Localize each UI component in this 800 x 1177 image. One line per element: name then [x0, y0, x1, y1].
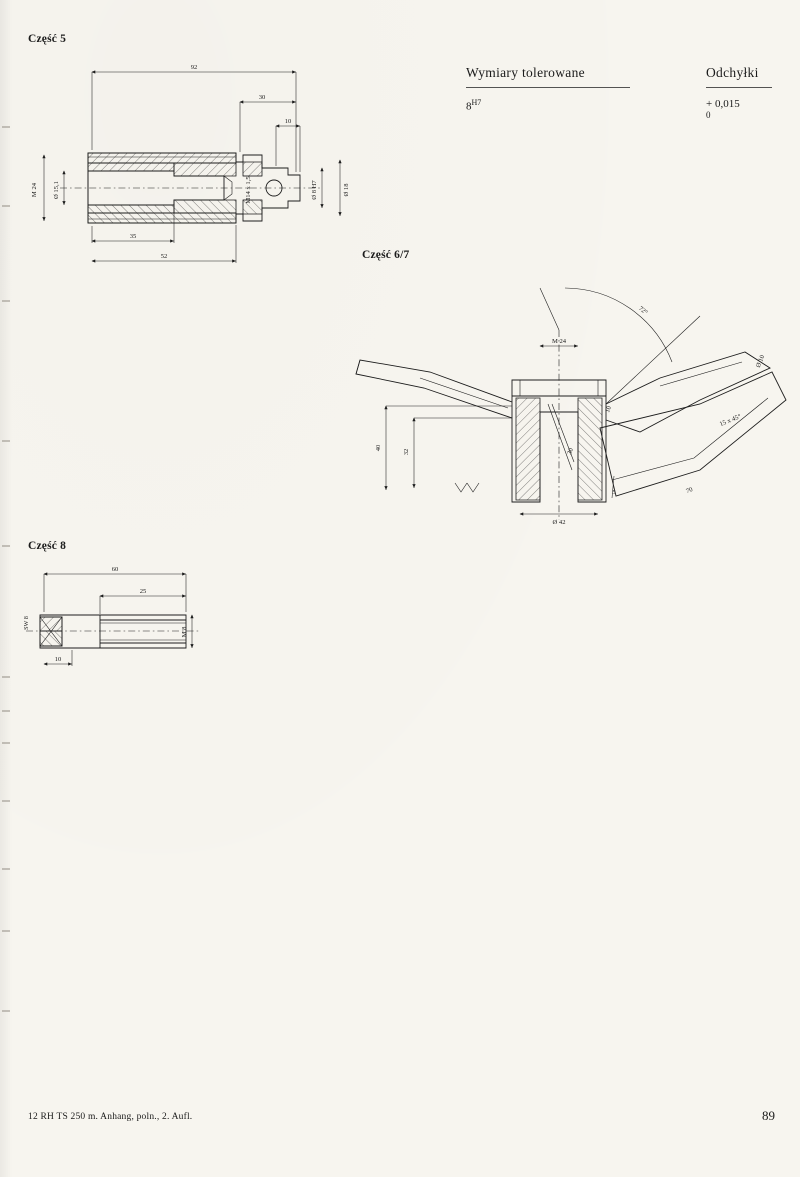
dim-part5-52: 52: [160, 253, 168, 260]
tolerance-dimension-value: 8: [466, 100, 472, 113]
dim-part67-10: 10: [604, 405, 614, 414]
tolerance-dimension-fit: H7: [471, 98, 482, 107]
dim-part67-dia42: Ø 42: [552, 519, 566, 526]
dim-part5-10: 10: [284, 118, 292, 125]
dim-part67-40: 40: [375, 444, 382, 452]
page-number: 89: [762, 1108, 775, 1123]
dim-part8-sw: SW 8: [23, 616, 30, 630]
section-label-part5: Część 5: [28, 33, 67, 45]
footer-note: 12 RH TS 250 m. Anhang, poln., 2. Aufl.: [28, 1112, 193, 1122]
dim-part67-m24: M 24: [551, 338, 567, 345]
dim-part5-35: 35: [129, 233, 137, 240]
drawing-part8: [23, 566, 200, 666]
dim-part67-dia10: Ø 10: [754, 354, 767, 369]
dim-part5-92: 92: [190, 64, 198, 71]
section-label-part8: Część 8: [28, 540, 67, 552]
dim-part67-chamfer: 15 x 45°: [718, 413, 743, 429]
dim-part67-5: 5: [612, 489, 616, 496]
dim-part5-30: 30: [258, 94, 266, 101]
dim-part5-dia18: Ø 18: [343, 183, 350, 197]
drawing-part67: [356, 288, 786, 526]
tolerance-dev-upper: + 0,015: [706, 98, 740, 110]
section-label-part67: Część 6/7: [362, 249, 410, 261]
tolerance-col2-header: Odchyłki: [706, 65, 759, 80]
dim-part8-60: 60: [111, 566, 119, 573]
dim-part5-dia151: Ø 15,1: [53, 181, 60, 199]
dim-part5-m24: M 24: [31, 182, 38, 198]
dim-part5-m14: M14 x 1,5: [245, 176, 252, 204]
drawing-part5: [31, 64, 350, 263]
dim-part67-70: 70: [685, 486, 694, 496]
dim-part67-angle: 72°: [637, 305, 649, 317]
dim-part8-10: 10: [54, 656, 62, 663]
dim-part8-25: 25: [139, 588, 147, 595]
dim-part5-dia8h7: Ø 8 H7: [311, 180, 318, 200]
dim-part67-30: 30: [566, 447, 576, 456]
tolerance-dev-lower: 0: [706, 110, 711, 120]
tolerance-col1-header: Wymiary tolerowane: [466, 65, 585, 80]
dim-part8-m8: M 8: [181, 626, 188, 638]
dim-part67-32: 32: [403, 448, 410, 456]
